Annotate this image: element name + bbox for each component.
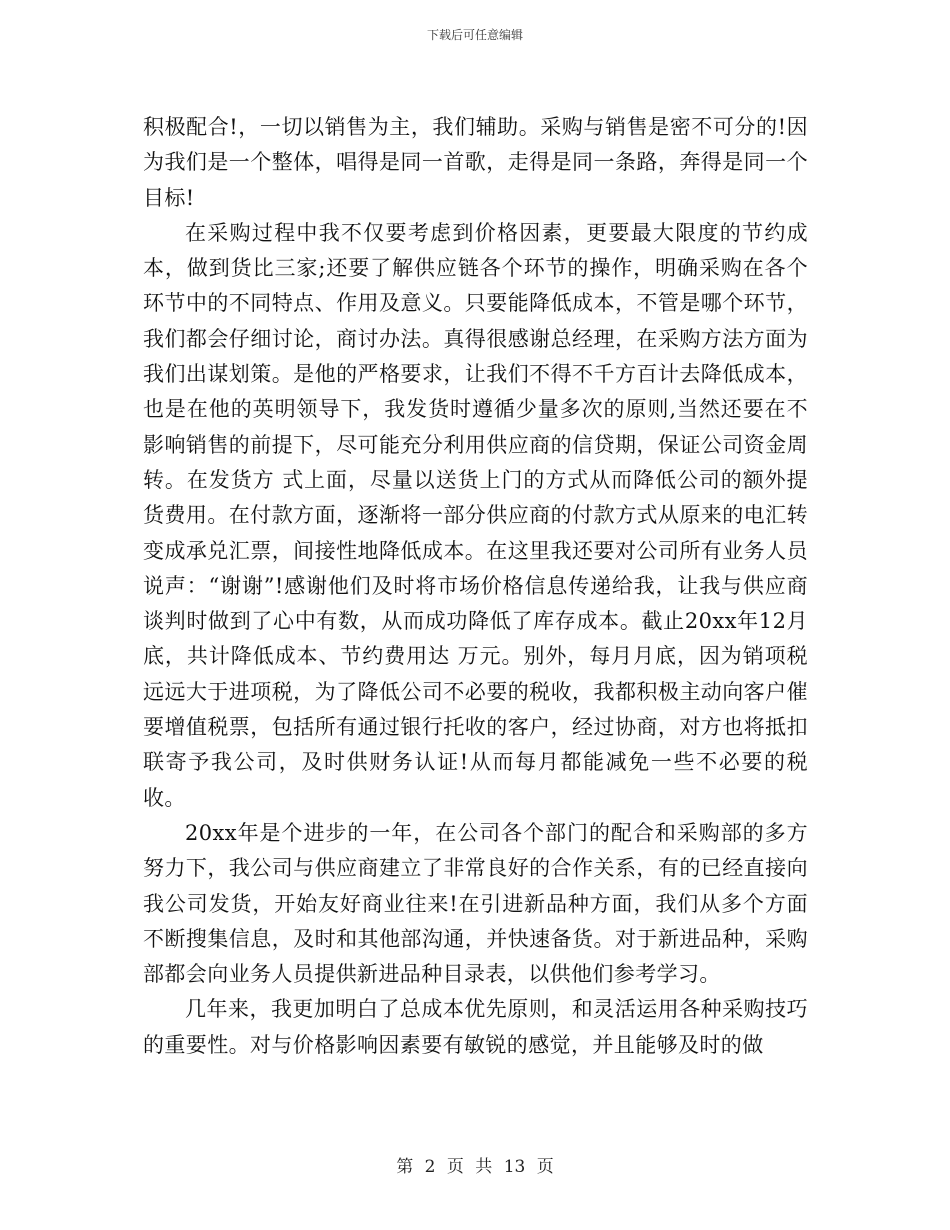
page-number: 第 2 页 共 13 页 <box>396 1157 554 1177</box>
document-body <box>143 110 808 1063</box>
page-header: 下载后可任意编辑 <box>426 28 523 42</box>
paragraph-supplier-relations: 20xx年是个进步的一年，在公司各个部门的配合和采购部的多方努力下，我公司与供应商建立了非常良好的合作关系，有的已经直接向我公司发货，开始友好商业往来!在引进新品种方面，我们从多个方面不断搜集信息，及时和其他部沟通，并快速备货。对于新进品种，采购部都会向业务人员提供新进品种目录表，以供他们参考学习。 <box>143 820 808 987</box>
paragraph-lessons-learned: 几年来，我更加明白了总成本优先原则，和灵活运用各种采购技巧的重要性。对与价格影响因素要有敏锐的感觉，并且能够及时的做 <box>143 997 808 1057</box>
paragraph-continuation: 积极配合!，一切以销售为主，我们辅助。采购与销售是密不可分的!因为我们是一个整体，唱得是同一首歌，走得是同一条路，奔得是同一个目标! <box>143 115 808 210</box>
paragraph-cost-saving: 在采购过程中我不仅要考虑到价格因素，更要最大限度的节约成本，做到货比三家;还要了解供应链各个环节的操作，明确采购在各个环节中的不同特点、作用及意义。只要能降低成本，不管是哪个环节，我们都会仔细讨论，商讨办法。真得很感谢总经理，在采购方法方面为我们出谋划策。是他的严格要求，让我们不得不千方百计去降低成本，也是在他的英明领导下，我发货时遵循少量多次的原则,当然还要在不影响销售的前提下，尽可能充分利用供应商的信贷期，保证公司资金周转。在发货方 式上面，尽量以送货上门的方式从而降低公司的额外提货费用。在付款方面，逐渐将一部分供应商的付款方式从原来的电汇转变成承兑汇票，间接性地降低成本。在这里我还要对公司所有业务人员说声：“谢谢”!感谢他们及时将市场价格信息传递给我，让我与供应商谈判时做到了心中有数，从而成功降低了库存成本。截止20xx年12月底，共计降低成本、节约费用达 万元。别外，每月月底，因为销项税远远大于进项税，为了降低公司不必要的税收，我都积极主动向客户催要增值税票，包括所有通过银行托收的客户，经过协商，对方也将抵扣联寄予我公司，及时供财务认证!从而每月都能减免一些不必要的税收。 <box>143 220 808 810</box>
